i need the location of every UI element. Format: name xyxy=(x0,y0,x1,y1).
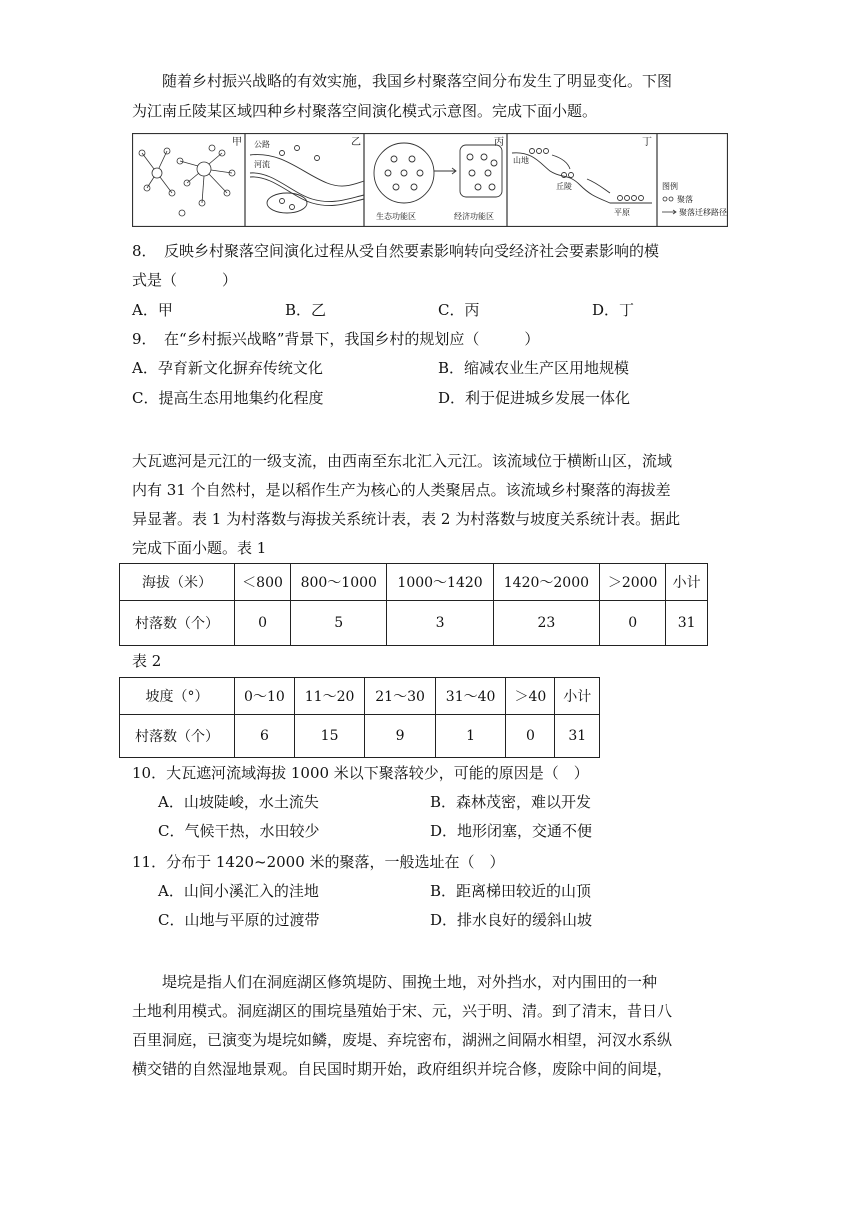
q10-option-d[interactable]: D．地形闭塞，交通不便 xyxy=(430,822,593,840)
q10-option-b[interactable]: B．森林茂密，难以开发 xyxy=(430,793,592,811)
q10-option-c[interactable]: C．气候干热，水田较少 xyxy=(158,822,320,840)
q8-stem-line2: 式是（ ） xyxy=(132,271,238,289)
q8-option-b[interactable]: B．乙 xyxy=(285,301,327,319)
intro2-line2: 内有 31 个自然村，是以稻作生产为核心的人类聚居点。该流域乡村聚落的海拔差 xyxy=(132,481,671,499)
table1-data-row xyxy=(120,601,708,646)
panel-label-yi: 乙 xyxy=(351,137,361,148)
q8-option-a[interactable]: A．甲 xyxy=(132,301,173,319)
table2-cell: 31 xyxy=(555,715,600,758)
table2-cell: 15 xyxy=(294,715,365,758)
intro3-line2: 土地利用模式。洞庭湖区的围垸垦殖始于宋、元，兴于明、清。到了清末，昔日八 xyxy=(132,1002,673,1020)
legend-title: 图例 xyxy=(662,182,678,191)
q8-stem-line1: 8． 反映乡村聚落空间演化过程从受自然要素影响转向受经济社会要素影响的模 xyxy=(132,242,660,260)
table2-header-cell: 小计 xyxy=(555,678,600,715)
intro1-line1: 随着乡村振兴战略的有效实施，我国乡村聚落空间分布发生了明显变化。下图 xyxy=(162,72,673,90)
table1-header-cell: 小计 xyxy=(666,564,708,601)
intro3-line4: 横交错的自然湿地景观。自民国时期开始，政府组织并垸合修，废除中间的间堤， xyxy=(132,1060,673,1078)
intro2-line3: 异显著。表 1 为村落数与海拔关系统计表，表 2 为村落数与坡度关系统计表。据此 xyxy=(132,510,681,528)
table2-cell: 村落数（个） xyxy=(120,715,235,758)
q9-option-a[interactable]: A．孕育新文化摒弃传统文化 xyxy=(132,359,323,377)
table1-cell: 0 xyxy=(600,601,666,646)
intro2-line1: 大瓦遮河是元江的一级支流，由西南至东北汇入元江。该流域位于横断山区，流域 xyxy=(132,452,673,470)
table2-cell: 0 xyxy=(506,715,555,758)
yi-label-road: 公路 xyxy=(254,140,270,149)
q9-stem: 9． 在“乡村振兴战略”背景下，我国乡村的规划应（ ） xyxy=(132,330,540,348)
table2-header-cell: 11～20 xyxy=(294,678,365,715)
table1-cell: 0 xyxy=(235,601,291,646)
table-altitude xyxy=(119,563,708,646)
panel-label-bing: 丙 xyxy=(494,137,504,148)
table2-cell: 1 xyxy=(435,715,506,758)
table1-header-cell: 1000～1420 xyxy=(387,564,493,601)
q11-stem: 11．分布于 1420~2000 米的聚落，一般选址在（ ） xyxy=(132,853,505,871)
legend-settlement: 聚落 xyxy=(677,195,693,204)
settlement-evolution-figure xyxy=(132,133,728,227)
table2-header-cell: 0～10 xyxy=(235,678,295,715)
q11-option-c[interactable]: C．山地与平原的过渡带 xyxy=(158,911,320,929)
q9-option-d[interactable]: D．利于促进城乡发展一体化 xyxy=(438,389,631,407)
figure-frame xyxy=(133,134,728,227)
table1-header-cell: 海拔（米） xyxy=(120,564,235,601)
table2-header-cell: 坡度（°） xyxy=(120,678,235,715)
table1-cell: 5 xyxy=(291,601,387,646)
q8-option-c[interactable]: C．丙 xyxy=(438,301,480,319)
q11-option-b[interactable]: B．距离梯田较近的山顶 xyxy=(430,882,592,900)
table1-cell: 3 xyxy=(387,601,493,646)
table1-header-cell: 800～1000 xyxy=(291,564,387,601)
ding-label-hill: 丘陵 xyxy=(556,182,572,191)
panel-label-jia: 甲 xyxy=(232,137,242,148)
table1-cell: 23 xyxy=(493,601,599,646)
ding-label-mountain: 山地 xyxy=(513,156,529,165)
intro3-line3: 百里洞庭，已演变为堤垸如鳞，废堤、弃垸密布，湖洲之间隔水相望，河汊水系纵 xyxy=(132,1031,673,1049)
table1-cell: 31 xyxy=(666,601,708,646)
ding-label-plain: 平原 xyxy=(614,208,630,217)
table2-caption: 表 2 xyxy=(132,652,162,670)
intro2-line4: 完成下面小题。表 1 xyxy=(132,539,267,557)
table1-header-cell: ＜800 xyxy=(235,564,291,601)
intro3-line1: 堤垸是指人们在洞庭湖区修筑堤防、围挽土地，对外挡水，对内围田的一种 xyxy=(162,973,658,991)
table2-header-row xyxy=(120,678,600,715)
q11-option-a[interactable]: A．山间小溪汇入的洼地 xyxy=(158,882,319,900)
table2-header-cell: 21～30 xyxy=(365,678,436,715)
table2-data-row xyxy=(120,715,600,758)
yi-label-river: 河流 xyxy=(254,160,270,169)
table1-header-row xyxy=(120,564,708,601)
table2-cell: 6 xyxy=(235,715,295,758)
table1-header-cell: 1420～2000 xyxy=(493,564,599,601)
q9-option-b[interactable]: B．缩减农业生产区用地规模 xyxy=(438,359,630,377)
q10-stem: 10．大瓦遮河流域海拔 1000 米以下聚落较少，可能的原因是（ ） xyxy=(132,764,589,782)
table2-header-cell: 31～40 xyxy=(435,678,506,715)
bing-label-eco: 生态功能区 xyxy=(376,212,416,221)
q11-option-d[interactable]: D．排水良好的缓斜山坡 xyxy=(430,911,593,929)
bing-label-econ: 经济功能区 xyxy=(454,212,494,221)
panel-label-ding: 丁 xyxy=(642,137,652,148)
figure-svg xyxy=(132,133,728,227)
q10-option-a[interactable]: A．山坡陡峻，水土流失 xyxy=(158,793,319,811)
q8-option-d[interactable]: D．丁 xyxy=(592,301,635,319)
table-slope xyxy=(119,677,600,758)
table2-header-cell: ＞40 xyxy=(506,678,555,715)
intro1-line2: 为江南丘陵某区域四种乡村聚落空间演化模式示意图。完成下面小题。 xyxy=(132,102,598,120)
q9-option-c[interactable]: C．提高生态用地集约化程度 xyxy=(132,389,324,407)
legend-path: 聚落迁移路径 xyxy=(679,208,727,217)
table1-cell: 村落数（个） xyxy=(120,601,235,646)
table1-header-cell: ＞2000 xyxy=(600,564,666,601)
table2-cell: 9 xyxy=(365,715,436,758)
